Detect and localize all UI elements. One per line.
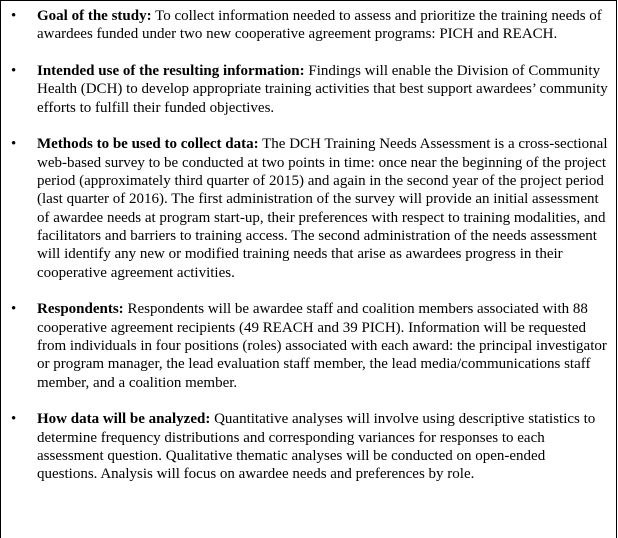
item-label: How data will be analyzed:: [37, 411, 211, 428]
item-label: Intended use of the resulting information:: [37, 63, 305, 80]
item-label: Goal of the study:: [37, 8, 152, 24]
list-item-intended-use: [1, 62, 618, 117]
list-item-analysis: [1, 410, 618, 483]
item-label: Respondents:: [37, 301, 124, 318]
bullet-icon: •: [11, 136, 17, 153]
item-text: The DCH Training Needs Assessment is a cross-sectional web-based survey to be conducted at two points in time: once near the beginning of the project period (approximately third quarter of 2015) and again in the second year of the project period (last quarter of 2016). The first administration of the survey will provide an initial assessment of awardee needs at program start-up, their preferences with respect to training modalities, and facilitators and barriers to training access. The second administration of the needs assessment will identify any new or modified training needs that arise as awardees progress in their cooperative agreement activities.: [37, 136, 608, 281]
list-item-methods: [1, 135, 618, 281]
bullet-icon: •: [11, 301, 17, 318]
item-text: Findings will enable the Division of Community Health (DCH) to develop appropriate training activities that best support awardees’ community efforts to fulfill their funded objectives.: [37, 63, 608, 116]
list-item-respondents: [1, 300, 618, 391]
list-item-goal: [1, 7, 618, 44]
item-text: Quantitative analyses will involve using descriptive statistics to determine frequency distributions and corresponding variances for responses to each assessment question. Qualitative thematic analyses will be conducted on open-ended questions. Analysis will focus on awardee needs and preferences by role.: [37, 411, 596, 483]
bullet-icon: •: [11, 411, 17, 428]
bullet-icon: •: [11, 8, 17, 24]
item-text: Respondents will be awardee staff and coalition members associated with 88 cooperative agreement recipients (49 REACH and 39 PICH). Information will be requested from individuals in four positions (roles) associated with each award: the principal investigator or program manager, the lead evaluation staff member, the lead media/communications staff member, and a coalition member.: [37, 301, 607, 391]
bullet-icon: •: [11, 63, 17, 80]
item-text: To collect information needed to assess and prioritize the training needs of awardees funded under two new cooperative agreement programs: PICH and REACH.: [37, 8, 602, 43]
item-label: Methods to be used to collect data:: [37, 136, 259, 153]
summary-list: [1, 7, 618, 502]
